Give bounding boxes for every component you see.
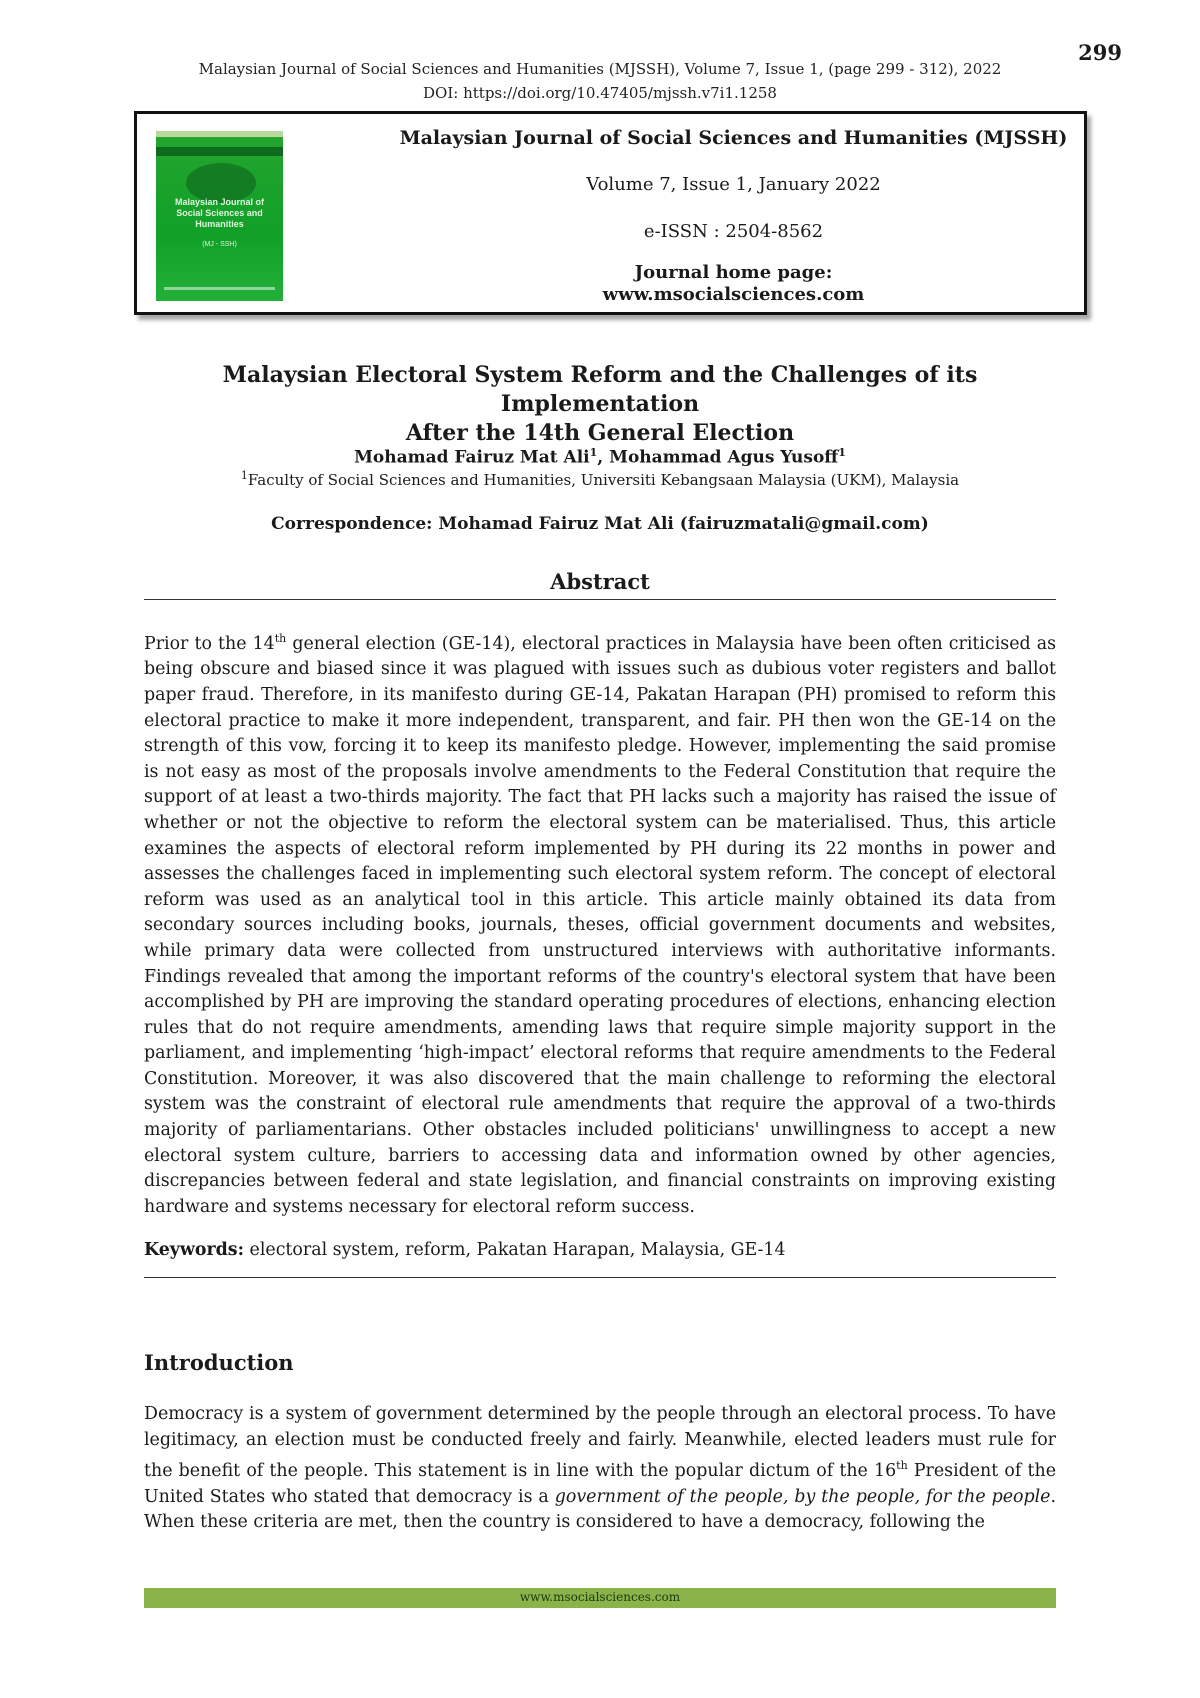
issn: e-ISSN : 2504-8562 <box>643 221 824 242</box>
author-2: Mohammad Agus Yusoff <box>609 447 839 468</box>
affiliation <box>0 469 1200 489</box>
intro-text-c: . When these criteria are met, then the country is considered to have a democracy, following the <box>144 1486 1056 1533</box>
keywords <box>144 1240 1056 1260</box>
abstract-top-rule <box>144 599 1056 600</box>
intro-text-b: President of the United States who stated that democracy is a <box>144 1460 1056 1507</box>
introduction-body <box>144 1402 1056 1536</box>
title-line-1: Malaysian Electoral System Reform and the Challenges of its Implementation <box>222 362 978 417</box>
authors <box>0 446 1200 468</box>
author-1: Mohamad Fairuz Mat Ali <box>354 447 590 468</box>
journal-banner <box>134 111 1087 315</box>
cover-foot-line <box>164 287 275 290</box>
keywords-label: Keywords: <box>144 1240 245 1260</box>
title-line-2: After the 14th General Election <box>405 420 795 446</box>
homepage-label: Journal home page: <box>634 262 833 283</box>
author-1-sup: 1 <box>589 446 598 459</box>
cover-top-bar <box>156 147 283 156</box>
journal-name: Malaysian Journal of Social Sciences and Humanities (MJSSH) <box>399 127 1068 149</box>
affiliation-text: Faculty of Social Sciences and Humanities, Universiti Kebangsaan Malaysia (UKM), Malaysia <box>247 471 960 489</box>
intro-text-sup: th <box>896 1459 908 1473</box>
abstract-bottom-rule <box>144 1277 1056 1278</box>
volume-issue: Volume 7, Issue 1, January 2022 <box>586 174 881 195</box>
abstract-text-post: general election (GE-14), electoral practices in Malaysia have been often criticised as being obscure and biased since it was plagued with issues such as dubious voter registers and ballot paper fraud. Therefore, in its manifesto during GE-14, Pakatan Harapan (PH) promised to reform this electoral practice to make it more independent, transparent, and fair. PH then won the GE-14 on the strength of this vow, forcing it to keep its manifesto pledge. However, implementing the said promise is not easy as most of the proposals involve amendments to the Federal Constitution that require the support of at least a two-thirds majority. The fact that PH lacks such a majority has raised the issue of whether or not the objective to reform the electoral system can be materialised. Thus, this article examines the aspects of electoral reform implemented by PH during its 22 months in power and assesses the challenges faced in implementing such electoral system reform. The concept of electoral reform was used as an analytical tool in this article. This article mainly obtained its data from secondary sources including books, journals, theses, official government documents and websites, while primary data were collected from unstructured interviews with authoritative informants. Findings revealed that among the important reforms of the country's electoral system that have been accomplished by PH are improving the standard operating procedures of elections, enhancing election rules that do not require amendments, amending laws that require simple majority support in the parliament, and implementing ‘high-impact’ electoral reforms that require amendments to the Federal Constitution. Moreover, it was also discovered that the main challenge to reforming the electoral system was the constraint of electoral rule amendments that require the approval of a two-thirds majority of parliamentarians. Other obstacles included politicians' unwillingness to accept a new electoral system culture, barriers to accessing data and information owned by other agencies, discrepancies between federal and state legislation, and financial constraints on improving existing hardware and systems necessary for electoral reform success. <box>144 633 1057 1217</box>
footer-url[interactable]: www.msocialsciences.com <box>519 1590 681 1604</box>
abstract-heading: Abstract <box>550 569 650 594</box>
abstract-text-sup: th <box>274 632 287 645</box>
intro-quote: government of the people, by the people, for the people <box>554 1486 1051 1507</box>
abstract-text-pre: Prior to the 14 <box>144 633 275 654</box>
abstract-body <box>144 626 1056 1220</box>
cover-title: Malaysian Journal of Social Sciences and Humanities <box>174 197 265 229</box>
page-number: 299 <box>1078 40 1122 65</box>
affiliation-sup: 1 <box>240 469 248 482</box>
journal-cover-image <box>156 131 283 301</box>
running-head <box>0 57 1200 105</box>
cover-abbrev: (MJ - SSH) <box>202 241 237 248</box>
introduction-heading: Introduction <box>144 1350 294 1375</box>
keywords-text: electoral system, reform, Pakatan Harapan, Malaysia, GE-14 <box>244 1240 786 1260</box>
author-separator: , <box>597 447 610 468</box>
homepage-link[interactable]: www.msocialsciences.com <box>602 284 865 305</box>
citation-line: Malaysian Journal of Social Sciences and Humanities (MJSSH), Volume 7, Issue 1, (page 299 - 312), 2022 <box>198 60 1002 78</box>
correspondence: Correspondence: Mohamad Fairuz Mat Ali (fairuzmatali@gmail.com) <box>271 514 929 534</box>
intro-text-a: Democracy is a system of government determined by the people through an electoral process. To have legitimacy, an election must be conducted freely and fairly. Meanwhile, elected leaders must rule for the benefit of the people. This statement is in line with the popular dictum of the 16 <box>144 1404 1056 1481</box>
article-title <box>140 361 1060 448</box>
doi-line: DOI: https://doi.org/10.47405/mjssh.v7i1.1258 <box>423 84 777 102</box>
author-2-sup: 1 <box>838 446 846 459</box>
